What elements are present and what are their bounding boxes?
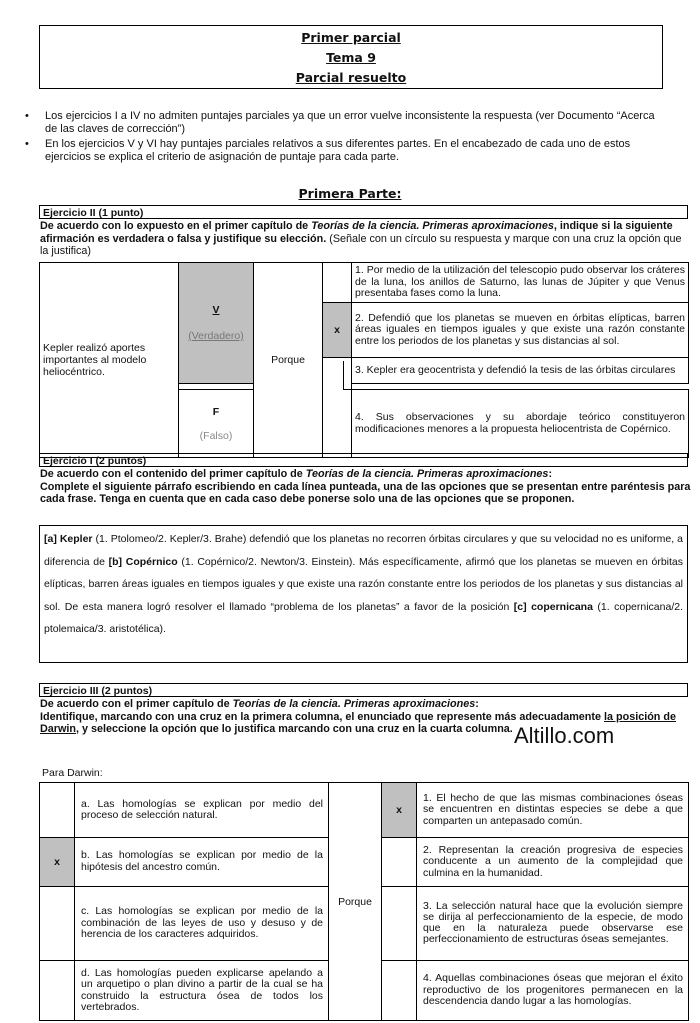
right-mark-cell-3[interactable] — [382, 886, 417, 961]
exercise-2-instructions — [40, 220, 688, 258]
left-mark-cell-b[interactable] — [40, 838, 75, 886]
reason-4: 4. Aquellas combinaciones óseas que mejoran el éxito reproductivo de los progenitores permanecen en la descendencia dando lugar a las homologías. — [417, 961, 689, 1021]
exercise-1-intro-b: : — [548, 468, 553, 480]
true-letter: V — [212, 304, 220, 316]
mark-cell-1[interactable] — [323, 263, 352, 303]
paragraph-text: (1. copernicana/2. ptolemaica/3. aristotélica). — [44, 600, 683, 635]
exercise-3-intro-b: : — [475, 698, 479, 710]
porque-cell-continued — [254, 390, 323, 458]
blank-a-label: [a] — [44, 533, 60, 545]
reason-option-4: 4. Sus observaciones y su abordaje teórico constituyeron modificaciones menores a la propuesta heliocentrista de Copérnico. — [352, 390, 689, 458]
true-word: (Verdadero) — [188, 330, 244, 342]
exercise-3-task: Identifique, marcando con una cruz en la primera columna, el enunciado que represente más adecuadamente — [40, 710, 604, 723]
blank-b-answer: Copérnico — [125, 555, 178, 568]
right-mark-cell-2[interactable] — [382, 838, 417, 886]
blank-c-answer: copernicana — [531, 600, 593, 613]
cross-mark: x — [396, 804, 402, 817]
blank-b-label: [b] — [108, 555, 126, 568]
blank-a-answer: Kepler — [59, 533, 93, 545]
instruction-item: • Los ejercicios I a IV no admiten puntajes parciales ya que un error vuelve inconsistente la respuesta (ver Documento “Acerca de las claves de corrección”) — [25, 110, 655, 136]
merge-cover — [254, 388, 316, 391]
instructions-list — [25, 110, 655, 166]
false-word: (Falso) — [199, 429, 233, 442]
false-option-cell[interactable] — [179, 390, 254, 458]
statement-cell-continued — [40, 390, 179, 458]
right-mark-cell-4[interactable] — [382, 961, 417, 1021]
exercise-3-task-b: , y seleccione la opción que lo justifica marcando con una cruz en la cuarta columna. — [76, 723, 513, 735]
exercise-1-answer-box — [39, 525, 688, 663]
exercise-3-intro: De acuerdo con el primer capítulo de — [40, 698, 233, 710]
merge-cover — [322, 361, 344, 390]
reason-1: 1. El hecho de que las mismas combinaciones óseas se encuentren en distintas especies se debe a que comparten un antepasado común. — [417, 783, 689, 838]
exercise-2-intro: De acuerdo con lo expuesto en el primer capítulo de — [40, 220, 312, 232]
porque-cell — [329, 783, 382, 1021]
blank-c-label: [c] — [513, 600, 532, 613]
exercise-2-table-lower — [39, 389, 689, 458]
exam-header — [39, 25, 663, 89]
exam-title: Primer parcial — [301, 30, 401, 45]
book-title: Teorías de la ciencia. Primeras aproximaciones — [232, 698, 476, 710]
exercise-2-heading: Ejercicio II (1 punto) — [39, 205, 688, 219]
exercise-3-heading: Ejercicio III (2 puntos) — [39, 683, 688, 697]
darwin-position: la posición de Darwin — [40, 710, 676, 735]
statement-c: c. Las homologías se explican por medio de la combinación de las leyes de uso y desuso y de herencia de los caracteres adquiridos. — [75, 886, 329, 961]
exercise-2-intro-b: , indique si la siguiente afirmación es verdadera o falsa y justifique su elección. — [40, 220, 673, 245]
cross-mark: x — [334, 324, 340, 336]
exercise-1-instructions — [40, 468, 692, 506]
statement-text: Kepler realizó aportes importantes al modelo heliocéntrico. — [43, 342, 147, 378]
para-darwin-label: Para Darwin: — [42, 767, 103, 779]
porque-label: Porque — [271, 354, 305, 366]
exercise-1-heading: Ejercicio I (2 puntos) — [39, 453, 688, 467]
right-mark-cell-1[interactable] — [382, 783, 417, 838]
reason-option-1: 1. Por medio de la utilización del telescopio pudo observar los cráteres de la luna, los anillos de Saturno, las lunas de Júpiter y que Venus presentaba fases como la luna. — [352, 263, 689, 303]
exercise-2-note: (Señale con un círculo su respuesta y marque con una cruz la opción que la justifica) — [40, 232, 682, 257]
altillo-watermark: Altillo.com — [514, 723, 615, 748]
true-option-cell[interactable] — [179, 263, 254, 384]
instruction-item: • En los ejercicios V y VI hay puntajes parciales relativos a sus diferentes partes. En el encabezado de cada uno de estos ejercicios se explica el criterio de asignación de puntaje para cada parte. — [25, 138, 655, 164]
porque-label: Porque — [338, 895, 372, 908]
reason-2: 2. Representan la creación progresiva de especies conducente a un aumento de la complejidad que culmina en la humanidad. — [417, 838, 689, 886]
statement-a: a. Las homologías se explican por medio del proceso de selección natural. — [75, 783, 329, 838]
exam-topic: Tema 9 — [326, 50, 376, 65]
section-title: Primera Parte: — [298, 186, 402, 201]
reason-option-2: 2. Defendió que los planetas se mueven en órbitas elípticas, barren áreas iguales en tiempos iguales y que existe una razón constante entre los periodos de los planetas y sus distancias al sol. — [352, 303, 689, 358]
left-mark-cell-d[interactable] — [40, 961, 75, 1021]
book-title: Teorías de la ciencia. Primeras aproximaciones — [311, 220, 554, 232]
exercise-3-table — [39, 782, 689, 1021]
mark-cell-4[interactable] — [323, 390, 352, 458]
left-mark-cell-c[interactable] — [40, 886, 75, 961]
paragraph-text: (1. Copérnico/2. Newton/3. Einstein). Más específicamente, afirmó que los planetas se mueven en órbitas elípticas, barren áreas iguales en tiempos iguales y que existe una razón constante entre los periodos de los planetas y sus distancias al sol. De esta manera logró resolver el llamado “problema de los planetas” a favor de la posición — [44, 555, 684, 613]
left-mark-cell-a[interactable] — [40, 783, 75, 838]
exam-subtitle: Parcial resuelto — [295, 70, 407, 85]
exercise-1-task: Complete el siguiente párrafo escribiendo en cada línea punteada, una de las opciones que se presentan entre paréntesis para cada frase. Tenga en cuenta que en cada caso debe ponerse solo una de las opciones que se proponen. — [40, 480, 691, 505]
book-title: Teorías de la ciencia. Primeras aproximaciones — [305, 468, 549, 480]
reason-option-3: 3. Kepler era geocentrista y defendió la tesis de las órbitas circulares — [352, 358, 689, 384]
paragraph-text: (1. Ptolomeo/2. Kepler/3. Brahe) defendió que los planetas no recorren órbitas circulares y que su velocidad no es uniforme, a diferencia de — [44, 533, 683, 568]
statement-b: b. Las homologías se explican por medio de la hipótesis del ancestro común. — [75, 838, 329, 886]
mark-cell-2[interactable] — [323, 303, 352, 358]
false-letter: F — [212, 405, 220, 418]
merge-cover — [40, 388, 171, 391]
cross-mark: x — [54, 855, 60, 868]
statement-d: d. Las homologías pueden explicarse apelando a un arquetipo o plan divino a partir de la cual se ha construido la estructura ósea de todos los vertebrados. — [75, 961, 329, 1021]
exercise-1-intro: De acuerdo con el contenido del primer capítulo de — [40, 468, 306, 480]
reason-3: 3. La selección natural hace que la evolución siempre se dirija al perfeccionamiento de la especie, de modo que en la naturaleza puede observarse ese perfeccionamiento de estructuras óseas semejantes. — [417, 886, 689, 961]
